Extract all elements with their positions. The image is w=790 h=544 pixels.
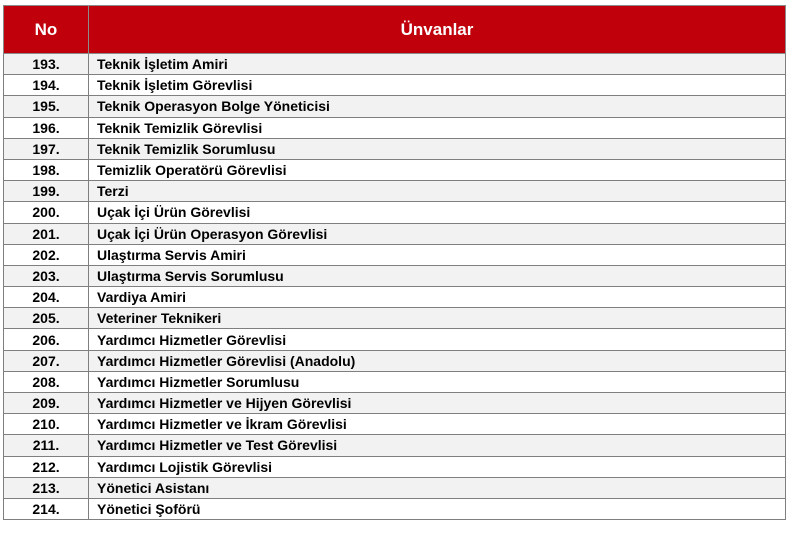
row-title: Yardımcı Hizmetler ve Test Görevlisi (89, 435, 786, 456)
table-body (4, 54, 786, 520)
table-row (4, 371, 786, 392)
row-title: Yardımcı Hizmetler Görevlisi (89, 329, 786, 350)
row-title: Ulaştırma Servis Amiri (89, 244, 786, 265)
row-number: 196. (4, 117, 89, 138)
row-title: Yardımcı Hizmetler ve Hijyen Görevlisi (89, 393, 786, 414)
table-row (4, 54, 786, 75)
table-row (4, 477, 786, 498)
row-title: Teknik İşletim Amiri (89, 54, 786, 75)
row-title: Temizlik Operatörü Görevlisi (89, 159, 786, 180)
row-title: Teknik İşletim Görevlisi (89, 75, 786, 96)
table-row (4, 498, 786, 519)
row-title: Ulaştırma Servis Sorumlusu (89, 265, 786, 286)
row-title: Terzi (89, 181, 786, 202)
column-header-title: Ünvanlar (89, 6, 786, 54)
row-title: Yardımcı Hizmetler Sorumlusu (89, 371, 786, 392)
row-title: Teknik Temizlik Görevlisi (89, 117, 786, 138)
row-title: Yardımcı Lojistik Görevlisi (89, 456, 786, 477)
table-row (4, 265, 786, 286)
row-number: 201. (4, 223, 89, 244)
table-row (4, 393, 786, 414)
table-row (4, 138, 786, 159)
row-number: 210. (4, 414, 89, 435)
table-row (4, 435, 786, 456)
table-row (4, 75, 786, 96)
row-title: Vardiya Amiri (89, 287, 786, 308)
row-number: 194. (4, 75, 89, 96)
table-row (4, 117, 786, 138)
table-header (4, 6, 786, 54)
row-number: 206. (4, 329, 89, 350)
row-number: 204. (4, 287, 89, 308)
row-title: Yönetici Şoförü (89, 498, 786, 519)
row-number: 198. (4, 159, 89, 180)
row-number: 203. (4, 265, 89, 286)
table-row (4, 202, 786, 223)
table-row (4, 287, 786, 308)
row-number: 209. (4, 393, 89, 414)
row-title: Yönetici Asistanı (89, 477, 786, 498)
table-row (4, 96, 786, 117)
job-titles-table (3, 5, 786, 520)
row-title: Yardımcı Hizmetler Görevlisi (Anadolu) (89, 350, 786, 371)
row-title: Yardımcı Hizmetler ve İkram Görevlisi (89, 414, 786, 435)
table-row (4, 223, 786, 244)
row-number: 205. (4, 308, 89, 329)
row-number: 207. (4, 350, 89, 371)
row-number: 208. (4, 371, 89, 392)
row-number: 214. (4, 498, 89, 519)
row-title: Teknik Temizlik Sorumlusu (89, 138, 786, 159)
row-number: 193. (4, 54, 89, 75)
table-row (4, 159, 786, 180)
row-title: Veteriner Teknikeri (89, 308, 786, 329)
row-number: 200. (4, 202, 89, 223)
table-row (4, 244, 786, 265)
row-title: Uçak İçi Ürün Görevlisi (89, 202, 786, 223)
header-row (4, 6, 786, 54)
row-number: 213. (4, 477, 89, 498)
table-row (4, 329, 786, 350)
row-number: 199. (4, 181, 89, 202)
row-number: 197. (4, 138, 89, 159)
table-row (4, 308, 786, 329)
table-row (4, 350, 786, 371)
row-number: 195. (4, 96, 89, 117)
column-header-no: No (4, 6, 89, 54)
table-row (4, 414, 786, 435)
row-title: Teknik Operasyon Bolge Yöneticisi (89, 96, 786, 117)
row-title: Uçak İçi Ürün Operasyon Görevlisi (89, 223, 786, 244)
table-row (4, 181, 786, 202)
table-row (4, 456, 786, 477)
row-number: 202. (4, 244, 89, 265)
row-number: 211. (4, 435, 89, 456)
row-number: 212. (4, 456, 89, 477)
job-titles-table-container (3, 5, 785, 520)
